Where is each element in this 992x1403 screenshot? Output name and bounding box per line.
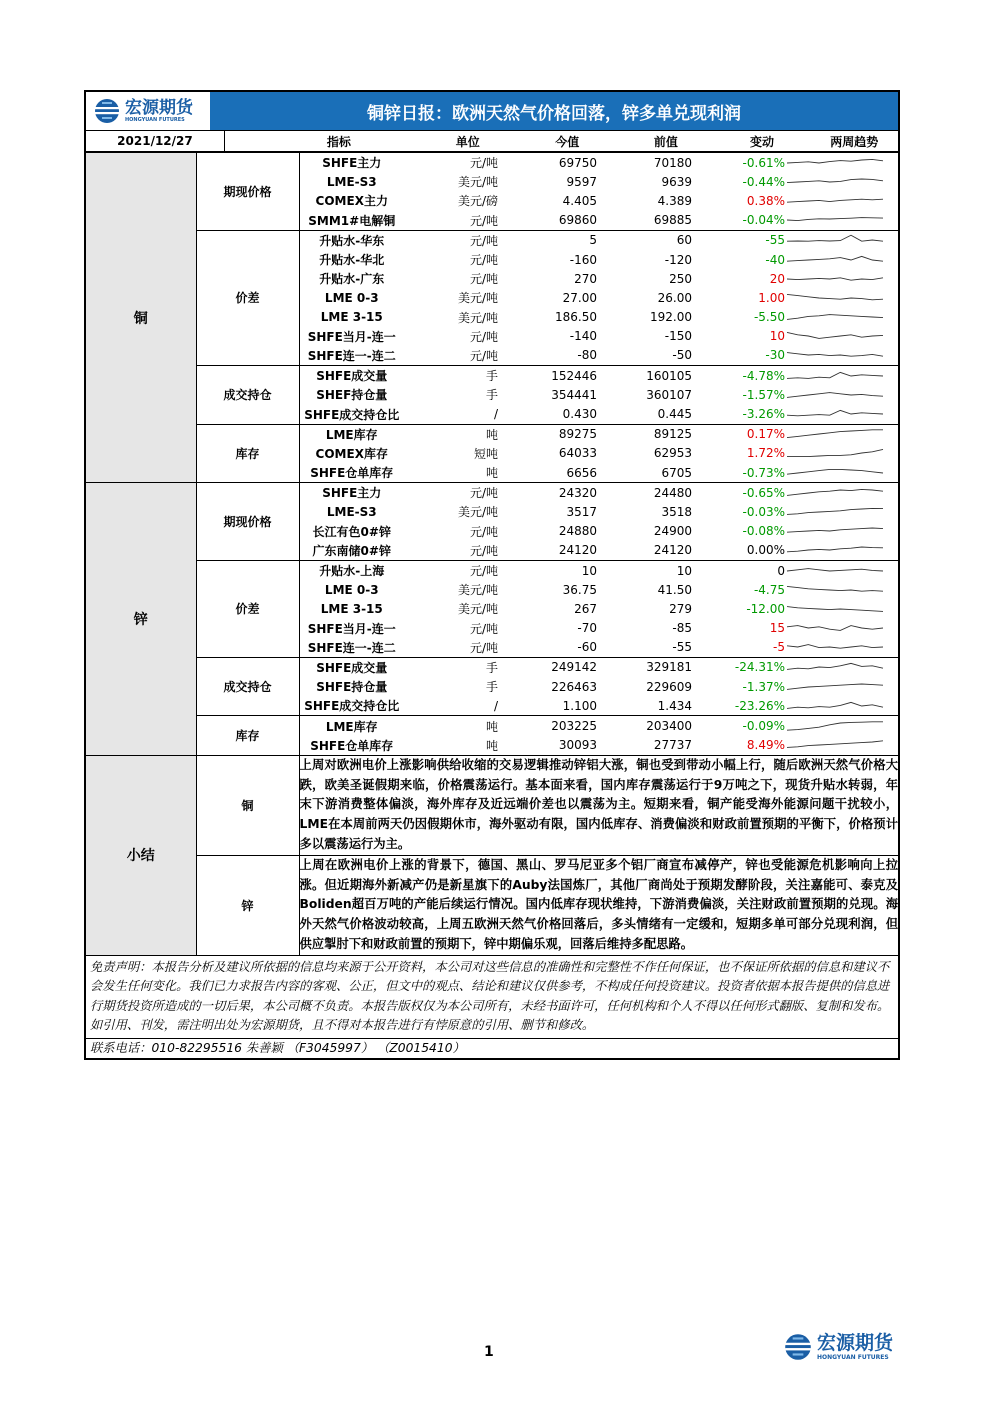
indicator-name: LME 3-15 xyxy=(320,310,383,325)
trend-line xyxy=(787,450,883,457)
summary-copper-label: 铜 xyxy=(196,755,299,855)
table-row xyxy=(86,483,898,503)
trend-sparkline xyxy=(785,232,885,248)
unit-cell: 手 xyxy=(404,657,498,677)
logo-icon xyxy=(92,97,122,125)
company-logo xyxy=(86,92,210,130)
trend-sparkline xyxy=(785,309,885,325)
table-row xyxy=(86,153,898,172)
unit-cell: / xyxy=(493,698,498,713)
table-row xyxy=(86,424,898,444)
unit-cell: 元/吨 xyxy=(469,329,498,344)
report-title-band xyxy=(210,92,898,130)
trend-line xyxy=(787,159,883,163)
trend-cell xyxy=(785,696,898,716)
unit-cell: 元/吨 xyxy=(404,483,498,503)
trend-sparkline xyxy=(785,465,885,481)
today-value: 69860 xyxy=(558,213,597,228)
today-value: 27.00 xyxy=(562,290,597,305)
today-value: 6656 xyxy=(566,465,597,480)
unit-cell: 吨 xyxy=(485,738,498,753)
trend-cell xyxy=(785,657,898,677)
prev-value: 6705 xyxy=(661,465,692,480)
trend-cell xyxy=(785,619,898,638)
trend-cell xyxy=(785,444,898,463)
indicator-name: 升贴水-上海 xyxy=(299,560,404,580)
indicator-name: LME-S3 xyxy=(326,504,377,519)
trend-cell xyxy=(785,327,898,346)
indicator-name: SHFE当月-连一 xyxy=(307,329,396,344)
table-row xyxy=(86,657,898,677)
trend-cell xyxy=(785,580,898,599)
zinc-section-label: 锌 xyxy=(86,483,196,755)
trend-line xyxy=(787,645,883,649)
trend-cell xyxy=(785,424,898,444)
prev-value: 26.00 xyxy=(657,290,692,305)
trend-cell xyxy=(785,716,898,736)
group-label: 价差 xyxy=(196,230,299,365)
trend-line xyxy=(787,278,883,280)
disclaimer: 免责声明：本报告分析及建议所依据的信息均来源于公开资料，本公司对这些信息的准确性和完整性不作任何保证，也不保证所依据的信息和建议不会发生任何变化。我们已力求报告内容的客观、公正，但文中的观点、结论和建议仅供参考，不构成任何投资建议。投资者依据本报告提供的信息进行期货投资所造成的一切后果，本公司概不负责。本报告版权仅为本公司所有，未经书面许可，任何机构和个人不得以任何形式翻版、复制和发布。如引用、刊发，需注明出处为宏源期货，且不得对本报告进行有悖原意的引用、删节和修改。 xyxy=(86,955,898,1038)
change-value: 1.00 xyxy=(758,290,785,305)
change-value: -1.37% xyxy=(742,679,785,694)
prev-value: -150 xyxy=(664,329,692,344)
indicator-name: LME-S3 xyxy=(326,174,377,189)
today-value: 24320 xyxy=(498,483,597,503)
group-label: 成交持仓 xyxy=(196,366,299,425)
today-value: 89275 xyxy=(498,424,597,444)
today-value: 24880 xyxy=(558,524,597,539)
trend-line xyxy=(787,626,883,631)
prev-value: 24120 xyxy=(653,543,692,558)
group-label: 库存 xyxy=(196,424,299,483)
indicator-name: 升贴水-华北 xyxy=(319,253,385,268)
today-value: 267 xyxy=(574,601,597,616)
change-value: 20 xyxy=(769,271,785,286)
indicator-name: LME 0-3 xyxy=(324,290,379,305)
indicator-name: SHFE连一-连二 xyxy=(307,348,396,363)
change-value: -3.26% xyxy=(742,407,785,422)
prev-value: 41.50 xyxy=(657,582,692,597)
change-value: -0.03% xyxy=(742,504,785,519)
change-value: -0.65% xyxy=(692,483,785,503)
trend-line xyxy=(787,722,883,730)
prev-value: 70180 xyxy=(653,155,692,170)
today-value: -60 xyxy=(577,640,597,655)
trend-cell xyxy=(785,211,898,231)
prev-value: -55 xyxy=(672,640,692,655)
logo-subtext: HONGYUAN FUTURES xyxy=(817,1353,889,1361)
trend-line xyxy=(787,218,883,221)
trend-sparkline xyxy=(785,504,885,520)
trend-cell xyxy=(785,599,898,618)
today-value: 270 xyxy=(574,271,597,286)
trend-line xyxy=(787,333,883,339)
trend-sparkline xyxy=(785,368,885,384)
trend-line xyxy=(787,568,883,570)
group-label: 成交持仓 xyxy=(196,657,299,716)
today-value: 36.75 xyxy=(562,582,597,597)
prev-value: 0.445 xyxy=(657,407,692,422)
today-value: -140 xyxy=(569,329,597,344)
trend-line xyxy=(787,430,883,438)
unit-cell: 美元/吨 xyxy=(457,505,498,520)
unit-cell: 元/吨 xyxy=(469,543,498,558)
trend-cell xyxy=(785,677,898,696)
today-value: 203225 xyxy=(498,716,597,736)
trend-cell xyxy=(785,250,898,269)
indicator-name: SHFE持仓量 xyxy=(316,680,388,695)
trend-line xyxy=(787,547,883,552)
column-header-blank xyxy=(225,131,327,151)
summary-table xyxy=(86,755,898,955)
indicator-name: COMEX主力 xyxy=(315,194,388,209)
trend-line xyxy=(787,469,883,474)
trend-cell xyxy=(785,560,898,580)
trend-line xyxy=(787,607,883,612)
trend-cell xyxy=(785,385,898,404)
indicator-name: SHEF持仓量 xyxy=(316,388,388,403)
prev-value: 360107 xyxy=(646,387,692,402)
trend-cell xyxy=(785,191,898,210)
trend-line xyxy=(787,664,883,670)
indicator-name: SHFE当月-连一 xyxy=(307,621,396,636)
logo-text: 宏源期货 xyxy=(817,1331,894,1354)
today-value: 10 xyxy=(498,560,597,580)
trend-cell xyxy=(785,736,898,755)
unit-cell: 美元/吨 xyxy=(457,310,498,325)
today-value: 30093 xyxy=(558,738,597,753)
today-value: 69750 xyxy=(558,155,597,170)
trend-cell xyxy=(785,483,898,503)
change-value: -0.61% xyxy=(742,155,785,170)
today-value: 4.405 xyxy=(562,193,597,208)
change-value: -40 xyxy=(765,252,785,267)
prev-value: 24480 xyxy=(597,483,692,503)
prev-value: 203400 xyxy=(597,716,692,736)
trend-sparkline xyxy=(785,620,885,636)
prev-value: 250 xyxy=(669,271,692,286)
logo-text: 宏源期货 xyxy=(125,97,193,118)
indicator-name: 长江有色0#锌 xyxy=(312,524,391,539)
trend-sparkline xyxy=(785,601,885,617)
indicator-table xyxy=(86,153,898,755)
today-value: 226463 xyxy=(551,679,597,694)
unit-cell: 短吨 xyxy=(473,446,498,461)
today-value: -80 xyxy=(577,348,597,363)
trend-line xyxy=(787,256,883,261)
prev-value: 3518 xyxy=(661,504,692,519)
trend-sparkline xyxy=(785,485,885,501)
prev-value: 9639 xyxy=(661,174,692,189)
today-value: 24120 xyxy=(558,543,597,558)
trend-cell xyxy=(785,269,898,288)
trend-sparkline xyxy=(785,426,885,442)
unit-cell: 元/吨 xyxy=(469,213,498,228)
unit-cell: 元/吨 xyxy=(469,272,498,287)
indicator-name: SHFE连一-连二 xyxy=(307,640,396,655)
trend-cell xyxy=(785,541,898,561)
today-value: 249142 xyxy=(498,657,597,677)
today-value: -70 xyxy=(577,621,597,636)
trend-cell xyxy=(785,308,898,327)
today-value: 1.100 xyxy=(562,698,597,713)
trend-sparkline xyxy=(785,698,885,714)
today-value: 0.430 xyxy=(562,407,597,422)
indicator-name: SHFE成交持仓比 xyxy=(304,407,400,422)
trend-sparkline xyxy=(785,193,885,209)
page-number: 1 xyxy=(484,1344,494,1360)
prev-value: 62953 xyxy=(653,446,692,461)
indicator-name: SHFE主力 xyxy=(322,156,382,171)
unit-cell: 美元/吨 xyxy=(457,291,498,306)
trend-sparkline xyxy=(785,718,885,734)
change-value: -23.26% xyxy=(734,698,785,713)
column-header-indicator: 指标 xyxy=(326,134,351,149)
trend-cell xyxy=(785,404,898,424)
change-value: -0.09% xyxy=(692,716,785,736)
trend-cell xyxy=(785,638,898,658)
trend-line xyxy=(787,294,883,299)
indicator-name: SHFE成交持仓比 xyxy=(304,699,400,714)
unit-cell: 手 xyxy=(485,680,498,695)
logo-subtext: HONGYUAN FUTURES xyxy=(125,116,185,123)
unit-cell: 美元/吨 xyxy=(457,583,498,598)
unit-cell: 元/吨 xyxy=(404,560,498,580)
change-value: 10 xyxy=(769,329,785,344)
trend-sparkline xyxy=(785,290,885,306)
trend-line xyxy=(787,236,883,242)
unit-cell: 元/吨 xyxy=(469,621,498,636)
trend-sparkline xyxy=(785,582,885,598)
unit-cell: / xyxy=(493,407,498,422)
indicator-name: LME 3-15 xyxy=(320,601,383,616)
prev-value: 192.00 xyxy=(650,310,692,325)
trend-cell xyxy=(785,346,898,366)
change-value: -4.78% xyxy=(692,366,785,386)
prev-value: 27737 xyxy=(653,738,692,753)
trend-sparkline xyxy=(785,155,885,171)
trend-line xyxy=(787,528,883,532)
indicator-name: COMEX库存 xyxy=(315,446,388,461)
prev-value: 69885 xyxy=(653,213,692,228)
column-header-prev: 前值 xyxy=(653,134,678,149)
group-label: 库存 xyxy=(196,716,299,755)
prev-value: 160105 xyxy=(597,366,692,386)
today-value: 9597 xyxy=(566,174,597,189)
change-value: -12.00 xyxy=(746,601,785,616)
prev-value: 60 xyxy=(597,230,692,250)
trend-cell xyxy=(785,153,898,172)
prev-value: 89125 xyxy=(597,424,692,444)
indicator-name: SMM1#电解铜 xyxy=(308,213,396,228)
trend-line xyxy=(787,702,883,708)
prev-value: 329181 xyxy=(597,657,692,677)
trend-cell xyxy=(785,502,898,521)
trend-line xyxy=(787,586,883,591)
unit-cell: 元/吨 xyxy=(404,230,498,250)
change-value: -0.04% xyxy=(742,213,785,228)
prev-value: -85 xyxy=(672,621,692,636)
change-value: -5 xyxy=(773,640,785,655)
trend-line xyxy=(787,508,883,514)
report-title: 铜锌日报：欧洲天然气价格回落，锌多单兑现利润 xyxy=(367,103,741,124)
unit-cell: 美元/吨 xyxy=(457,175,498,190)
trend-cell xyxy=(785,172,898,191)
trend-sparkline xyxy=(785,271,885,287)
trend-sparkline xyxy=(785,563,885,579)
indicator-name: SHFE主力 xyxy=(299,483,404,503)
unit-cell: 手 xyxy=(404,366,498,386)
prev-value: 4.389 xyxy=(657,193,692,208)
prev-value: 10 xyxy=(597,560,692,580)
table-row xyxy=(86,230,898,250)
group-label: 期现价格 xyxy=(196,153,299,230)
summary-copper-text: 上周对欧洲电价上涨影响供给收缩的交易逻辑推动锌铝大涨，铜也受到带动小幅上行，随后欧洲天然气价格大跌，欧美圣诞假期来临，价格震荡运行。基本面来看，国内库存震荡运行于9万吨之下，现货升贴水转弱，年末下游消费整体偏淡，海外库存及近远端价差也以震荡为主。短期来看，铜产能受海外能源问题干扰较小，LME在本周前两天仍因假期休市，海外驱动有限，国内低库存、消费偏淡和财政前置预期的平衡下，价格预计多以震荡运行为主。 xyxy=(299,757,898,851)
change-value: -30 xyxy=(765,348,785,363)
column-header-today: 今值 xyxy=(555,134,580,149)
change-value: 8.49% xyxy=(746,738,785,753)
unit-cell: 吨 xyxy=(404,424,498,444)
indicator-name: LME 0-3 xyxy=(324,582,379,597)
indicator-name: SHFE仓单库存 xyxy=(310,466,394,481)
change-value: 1.72% xyxy=(746,446,785,461)
trend-sparkline xyxy=(785,174,885,190)
change-value: 0 xyxy=(692,560,785,580)
trend-sparkline xyxy=(785,347,885,363)
indicator-name: LME库存 xyxy=(299,716,404,736)
indicator-name: 广东南储0#锌 xyxy=(312,543,391,558)
unit-cell: 元/吨 xyxy=(469,156,498,171)
trend-line xyxy=(787,684,883,689)
indicator-table-body xyxy=(86,153,898,755)
prev-value: -50 xyxy=(672,348,692,363)
prev-value: 279 xyxy=(669,601,692,616)
today-value: 354441 xyxy=(551,387,597,402)
copper-section-label: 铜 xyxy=(86,153,196,483)
today-value: 64033 xyxy=(558,446,597,461)
prev-value: 229609 xyxy=(646,679,692,694)
trend-line xyxy=(787,353,883,357)
column-header-row xyxy=(86,131,898,153)
today-value: 5 xyxy=(498,230,597,250)
trend-cell xyxy=(785,230,898,250)
report-header xyxy=(86,92,898,131)
report-date: 2021/12/27 xyxy=(86,131,225,151)
trend-line xyxy=(787,741,883,748)
report-sheet xyxy=(84,90,900,1060)
trend-sparkline xyxy=(785,212,885,228)
unit-cell: 美元/吨 xyxy=(457,602,498,617)
footer-logo xyxy=(782,1332,893,1362)
table-row xyxy=(86,366,898,386)
trend-line xyxy=(787,179,883,183)
unit-cell: 美元/磅 xyxy=(457,194,498,209)
indicator-name: LME库存 xyxy=(299,424,404,444)
trend-sparkline xyxy=(785,659,885,675)
trend-line xyxy=(787,489,883,495)
trend-line xyxy=(787,199,883,202)
prev-value: -120 xyxy=(664,252,692,267)
change-value: -0.08% xyxy=(742,524,785,539)
trend-sparkline xyxy=(785,328,885,344)
trend-sparkline xyxy=(785,387,885,403)
contact-info: 联系电话：010-82295516 朱善颖 （F3045997） （Z0015410） xyxy=(86,1038,898,1058)
unit-cell: 吨 xyxy=(485,466,498,481)
trend-sparkline xyxy=(785,406,885,422)
unit-cell: 元/吨 xyxy=(469,253,498,268)
unit-cell: 吨 xyxy=(404,716,498,736)
trend-line xyxy=(787,410,883,415)
change-value: 15 xyxy=(769,621,785,636)
trend-line xyxy=(787,392,883,397)
trend-cell xyxy=(785,463,898,483)
column-header-change: 变动 xyxy=(750,134,775,149)
unit-cell: 元/吨 xyxy=(469,640,498,655)
summary-label: 小结 xyxy=(86,755,196,954)
prev-value: 24900 xyxy=(653,524,692,539)
summary-zinc-text: 上周在欧洲电价上涨的背景下，德国、黑山、罗马尼亚多个铝厂商宣布减停产，锌也受能源危机影响向上拉涨。但近期海外新减产仍是新星旗下的Auby法国炼厂，其他厂商尚处于预期发酵阶段，关注嘉能可、泰克及Boliden超百万吨的产能后续运行情况。国内低库存现状维持，下游消费偏淡，关注财政前置预期的兑现。海外天然气价格波动较高，上周五欧洲天然气价格回落后，多头情绪有一定缓和，短期多单可部分兑现利润，但供应掣肘下和财政前置的预期下，锌中期偏乐观，回落后维持多配思路。 xyxy=(299,855,898,954)
trend-cell xyxy=(785,366,898,386)
indicator-name: 升贴水-华东 xyxy=(299,230,404,250)
change-value: -0.73% xyxy=(742,465,785,480)
summary-zinc-label: 锌 xyxy=(196,855,299,954)
table-row xyxy=(86,716,898,736)
change-value: 0.17% xyxy=(692,424,785,444)
table-row xyxy=(86,560,898,580)
trend-sparkline xyxy=(785,639,885,655)
change-value: -24.31% xyxy=(692,657,785,677)
trend-sparkline xyxy=(785,523,885,539)
column-header-unit: 单位 xyxy=(455,134,480,149)
today-value: 3517 xyxy=(566,504,597,519)
indicator-name: SHFE成交量 xyxy=(299,657,404,677)
change-value: 0.38% xyxy=(746,193,785,208)
today-value: 152446 xyxy=(498,366,597,386)
column-header-trend: 两周趋势 xyxy=(830,134,879,149)
trend-line xyxy=(787,372,883,378)
trend-sparkline xyxy=(785,445,885,461)
change-value: -0.44% xyxy=(742,174,785,189)
trend-cell xyxy=(785,522,898,541)
change-value: -1.57% xyxy=(742,387,785,402)
indicator-name: SHFE仓单库存 xyxy=(310,738,394,753)
trend-cell xyxy=(785,288,898,307)
change-value: -5.50 xyxy=(753,310,785,325)
unit-cell: 元/吨 xyxy=(469,348,498,363)
trend-line xyxy=(787,315,883,320)
change-value: 0.00% xyxy=(746,543,785,558)
indicator-name: SHFE成交量 xyxy=(299,366,404,386)
trend-sparkline xyxy=(785,542,885,558)
unit-cell: 元/吨 xyxy=(469,524,498,539)
indicator-name: 升贴水-广东 xyxy=(319,272,385,287)
group-label: 期现价格 xyxy=(196,483,299,561)
group-label: 价差 xyxy=(196,560,299,657)
prev-value: 1.434 xyxy=(657,698,692,713)
logo-icon xyxy=(782,1332,814,1362)
change-value: -4.75 xyxy=(753,582,785,597)
unit-cell: 手 xyxy=(485,388,498,403)
trend-sparkline xyxy=(785,252,885,268)
today-value: -160 xyxy=(569,252,597,267)
change-value: -55 xyxy=(692,230,785,250)
trend-sparkline xyxy=(785,679,885,695)
today-value: 186.50 xyxy=(555,310,597,325)
trend-sparkline xyxy=(785,737,885,753)
